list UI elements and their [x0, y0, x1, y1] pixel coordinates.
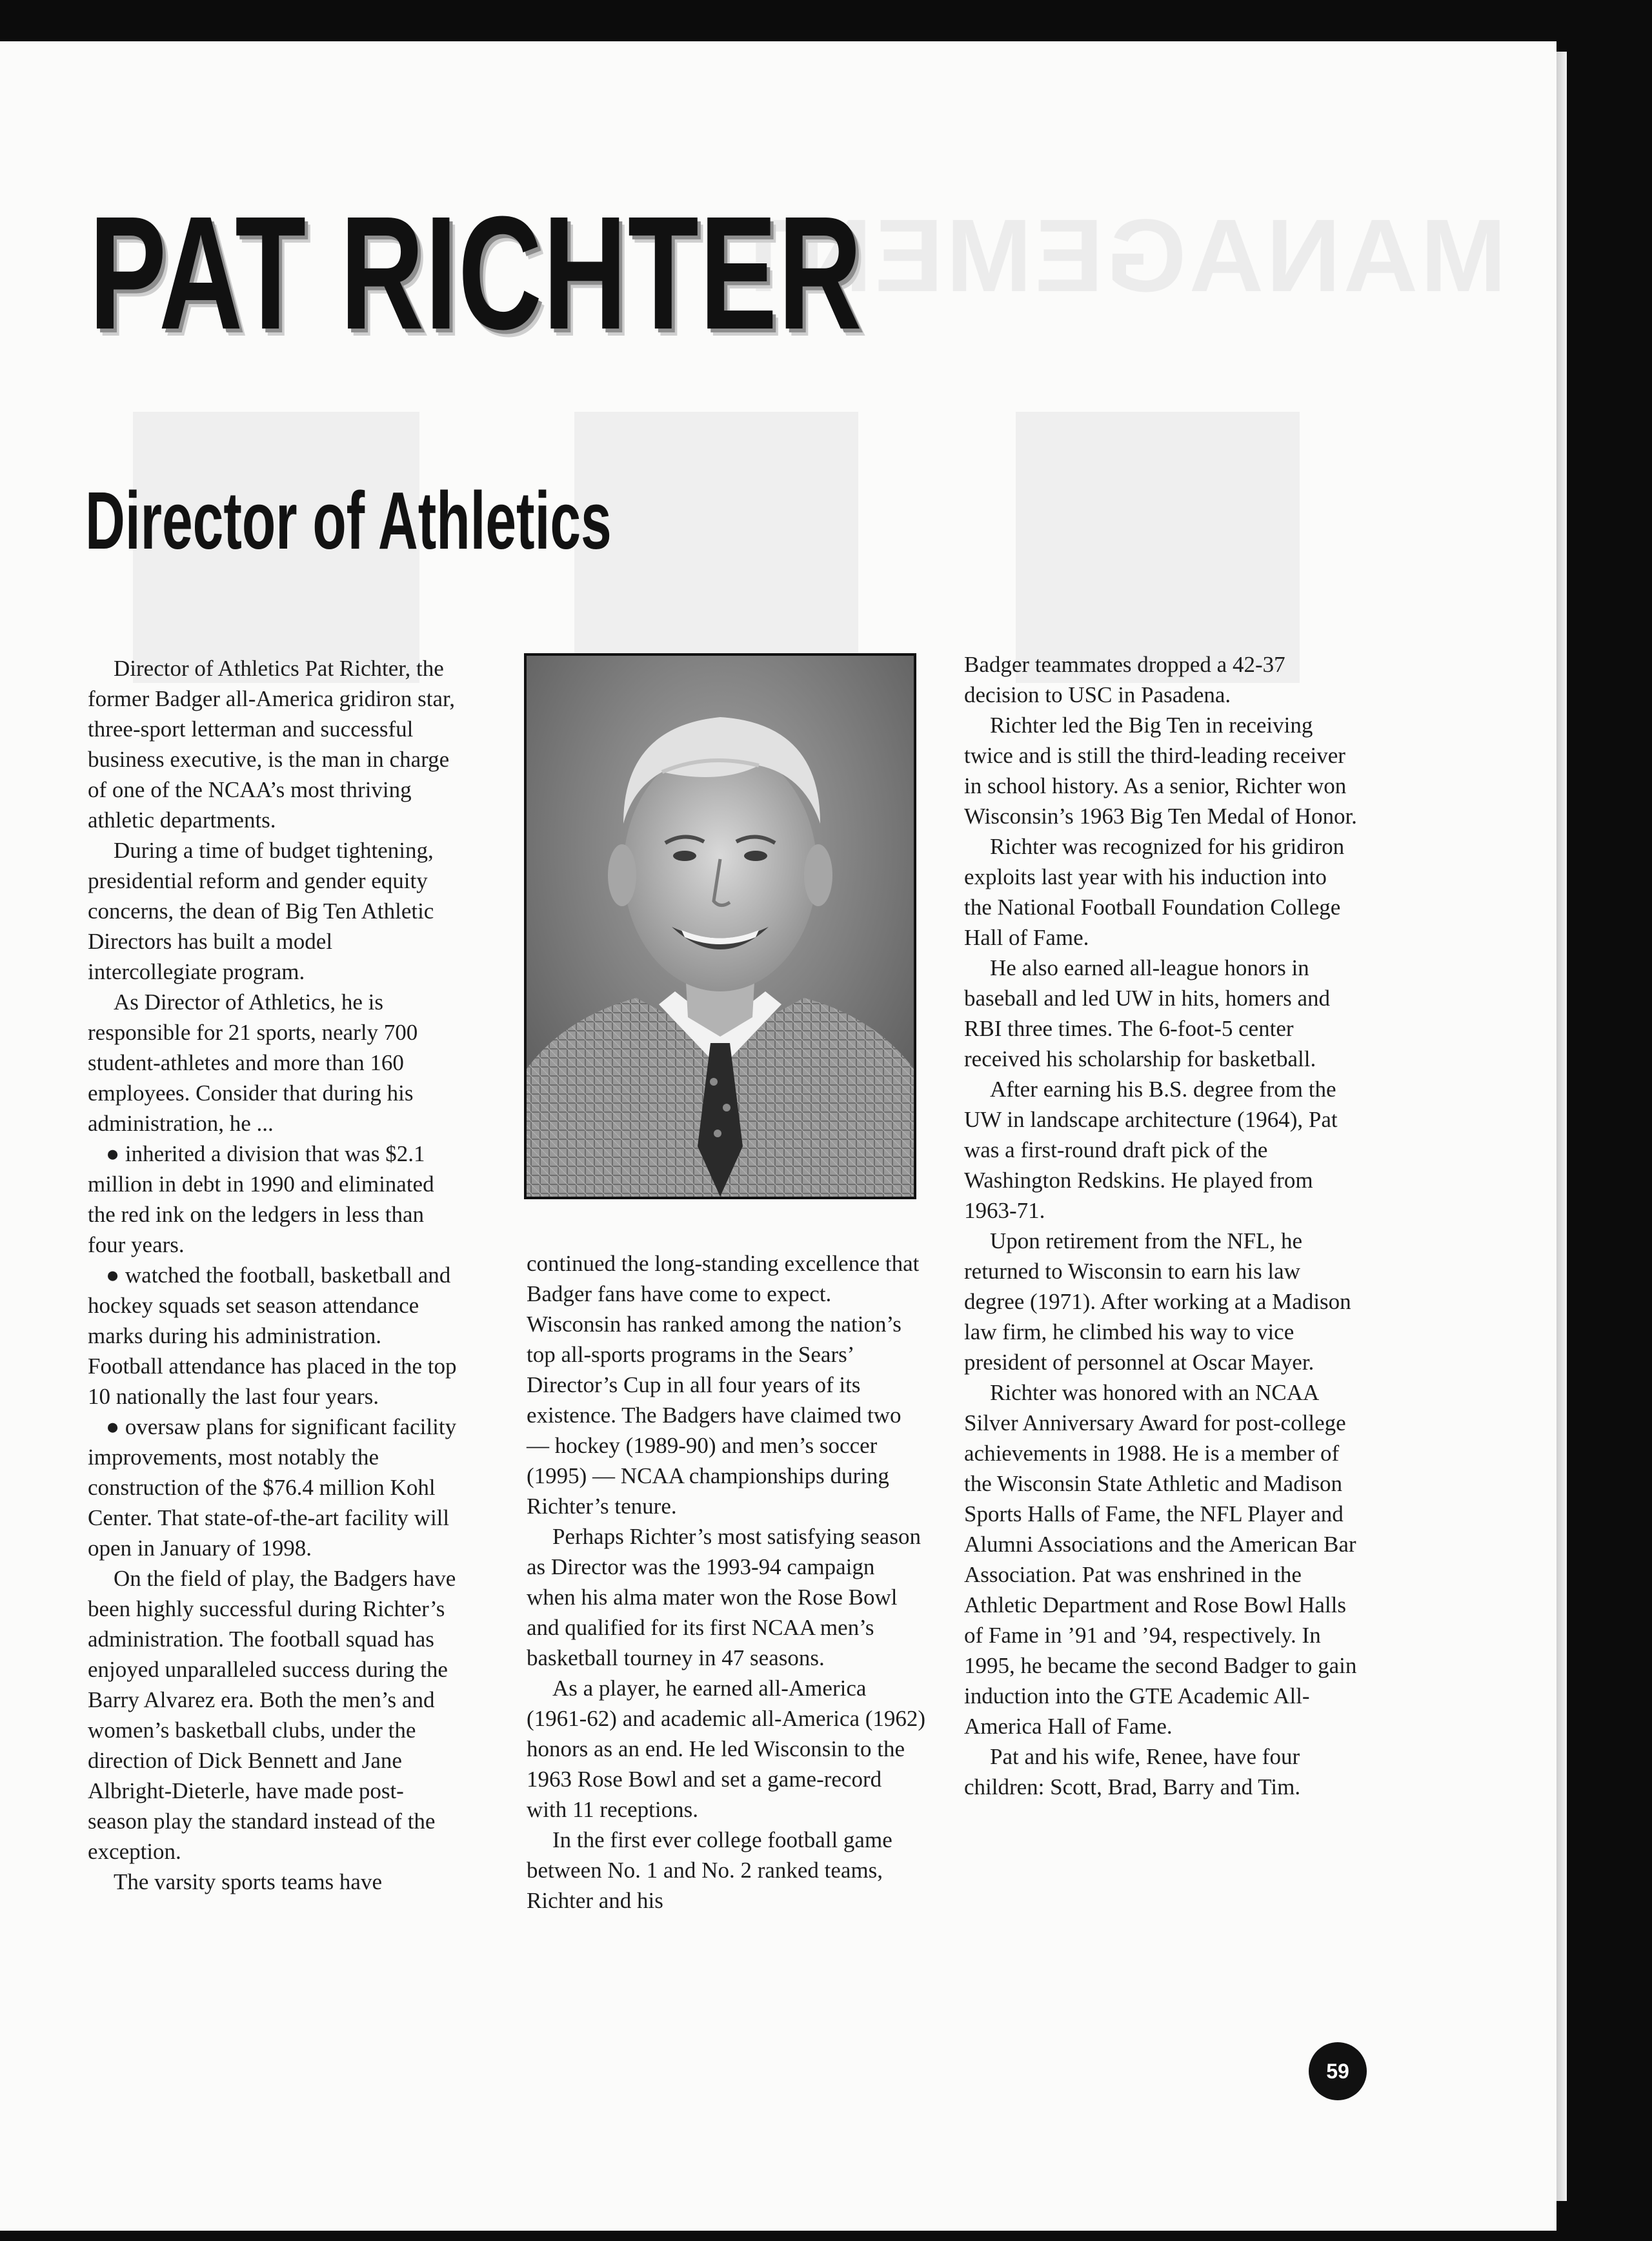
magazine-page: [0, 41, 1556, 2231]
page-subtitle: Director of Athletics: [85, 475, 612, 566]
paragraph: In the first ever college football game between No. 1 and No. 2 ranked teams, Richter and his: [527, 1827, 892, 1913]
paragraph: Badger teammates dropped a 42-37 decision to USC in Pasadena.: [964, 652, 1285, 707]
paragraph: Upon retirement from the NFL, he returned to Wisconsin to earn his law degree (1971). After working at a Madison law firm, he climbed his way to vice president of personnel at Oscar Mayer.: [964, 1228, 1351, 1375]
paragraph: During a time of budget tightening, presidential reform and gender equity concerns, the dean of Big Ten Athletic Directors has built a model intercollegiate program.: [88, 838, 434, 984]
bleed-through-photo-middle: [574, 412, 858, 683]
article-column-2: [527, 1248, 927, 1916]
portrait-image: [527, 656, 914, 1197]
paragraph: After earning his B.S. degree from the UW in landscape architecture (1964), Pat was a first-round draft pick of the Washington Redskins. He played from 1963-71.: [964, 1077, 1338, 1223]
article-column-1: [88, 653, 462, 1897]
paragraph: He also earned all-league honors in baseball and led UW in hits, homers and RBI three times. The 6-foot-5 center received his scholarship for basketball.: [964, 955, 1331, 1071]
paragraph: Richter led the Big Ten in receiving twice and is still the third-leading receiver in school history. As a senior, Richter won Wisconsin’s 1963 Big Ten Medal of Honor.: [964, 713, 1357, 829]
paragraph: Richter was recognized for his gridiron exploits last year with his induction into the National Football Foundation College Hall of Fame.: [964, 834, 1345, 950]
portrait-photo: [524, 653, 916, 1199]
bleed-through-text: MANAGEMENT: [729, 198, 1507, 313]
bullet-item: ● watched the football, basketball and hockey squads set season attendance marks during his administration. Football attendance has placed in the top 10 nationally the last four years.: [88, 1262, 457, 1409]
paragraph: Richter was honored with an NCAA Silver Anniversary Award for post-college achievements in 1988. He is a member of the Wisconsin State Athletic and Madison Sports Halls of Fame, the NFL Player and Alumni Associations and the American Bar Association. Pat was enshrined in the Athletic Department and Rose Bowl Halls of Fame in ’91 and ’94, respectively. In 1995, he became the second Badger to gain induction into the GTE Academic All-America Hall of Fame.: [964, 1380, 1357, 1739]
paragraph: Pat and his wife, Renee, have four children: Scott, Brad, Barry and Tim.: [964, 1744, 1301, 1800]
page-number-badge: 59: [1309, 2042, 1367, 2100]
bullet-item: ● oversaw plans for significant facility improvements, most notably the construction of the $76.4 million Kohl Center. That state-of-the-art facility will open in January of 1998.: [88, 1414, 457, 1561]
bullet-item: ● inherited a division that was $2.1 million in debt in 1990 and eliminated the red ink on the ledgers in less than four years.: [88, 1141, 434, 1257]
page-title: PAT RICHTER: [89, 183, 863, 363]
paragraph: continued the long-standing excellence that Badger fans have come to expect. Wisconsin has ranked among the nation’s top all-sports programs in the Sears’ Director’s Cup in all four years of its existence. The Badgers have claimed two — hockey (1989-90) and men’s soccer (1995) — NCAA championships during Richter’s tenure.: [527, 1251, 920, 1519]
bleed-through-photo-right: [1016, 412, 1300, 683]
paragraph: As a player, he earned all-America (1961-62) and academic all-America (1962) honors as an end. He led Wisconsin to the 1963 Rose Bowl and set a game-record with 11 receptions.: [527, 1676, 926, 1822]
paragraph: The varsity sports teams have: [114, 1869, 383, 1894]
paragraph: Director of Athletics Pat Richter, the former Badger all-America gridiron star, three-sport letterman and successful business executive, is the man in charge of one of the NCAA’s most thriving athletic departments.: [88, 656, 456, 833]
article-column-3: [964, 649, 1359, 1802]
page-edge: [1556, 52, 1567, 2201]
paragraph: Perhaps Richter’s most satisfying season as Director was the 1993-94 campaign when his alma mater won the Rose Bowl and qualified for its first NCAA men’s basketball tourney in 47 seasons.: [527, 1524, 921, 1670]
paragraph: On the field of play, the Badgers have been highly successful during Richter’s administration. The football squad has enjoyed unparalleled success during the Barry Alvarez era. Both the men’s and women’s basketball clubs, under the direction of Dick Bennett and Jane Albright-Dieterle, have made post-season play the standard instead of the exception.: [88, 1566, 456, 1864]
paragraph: As Director of Athletics, he is responsible for 21 sports, nearly 700 student-athletes and more than 160 employees. Consider that during his administration, he ...: [88, 989, 418, 1136]
